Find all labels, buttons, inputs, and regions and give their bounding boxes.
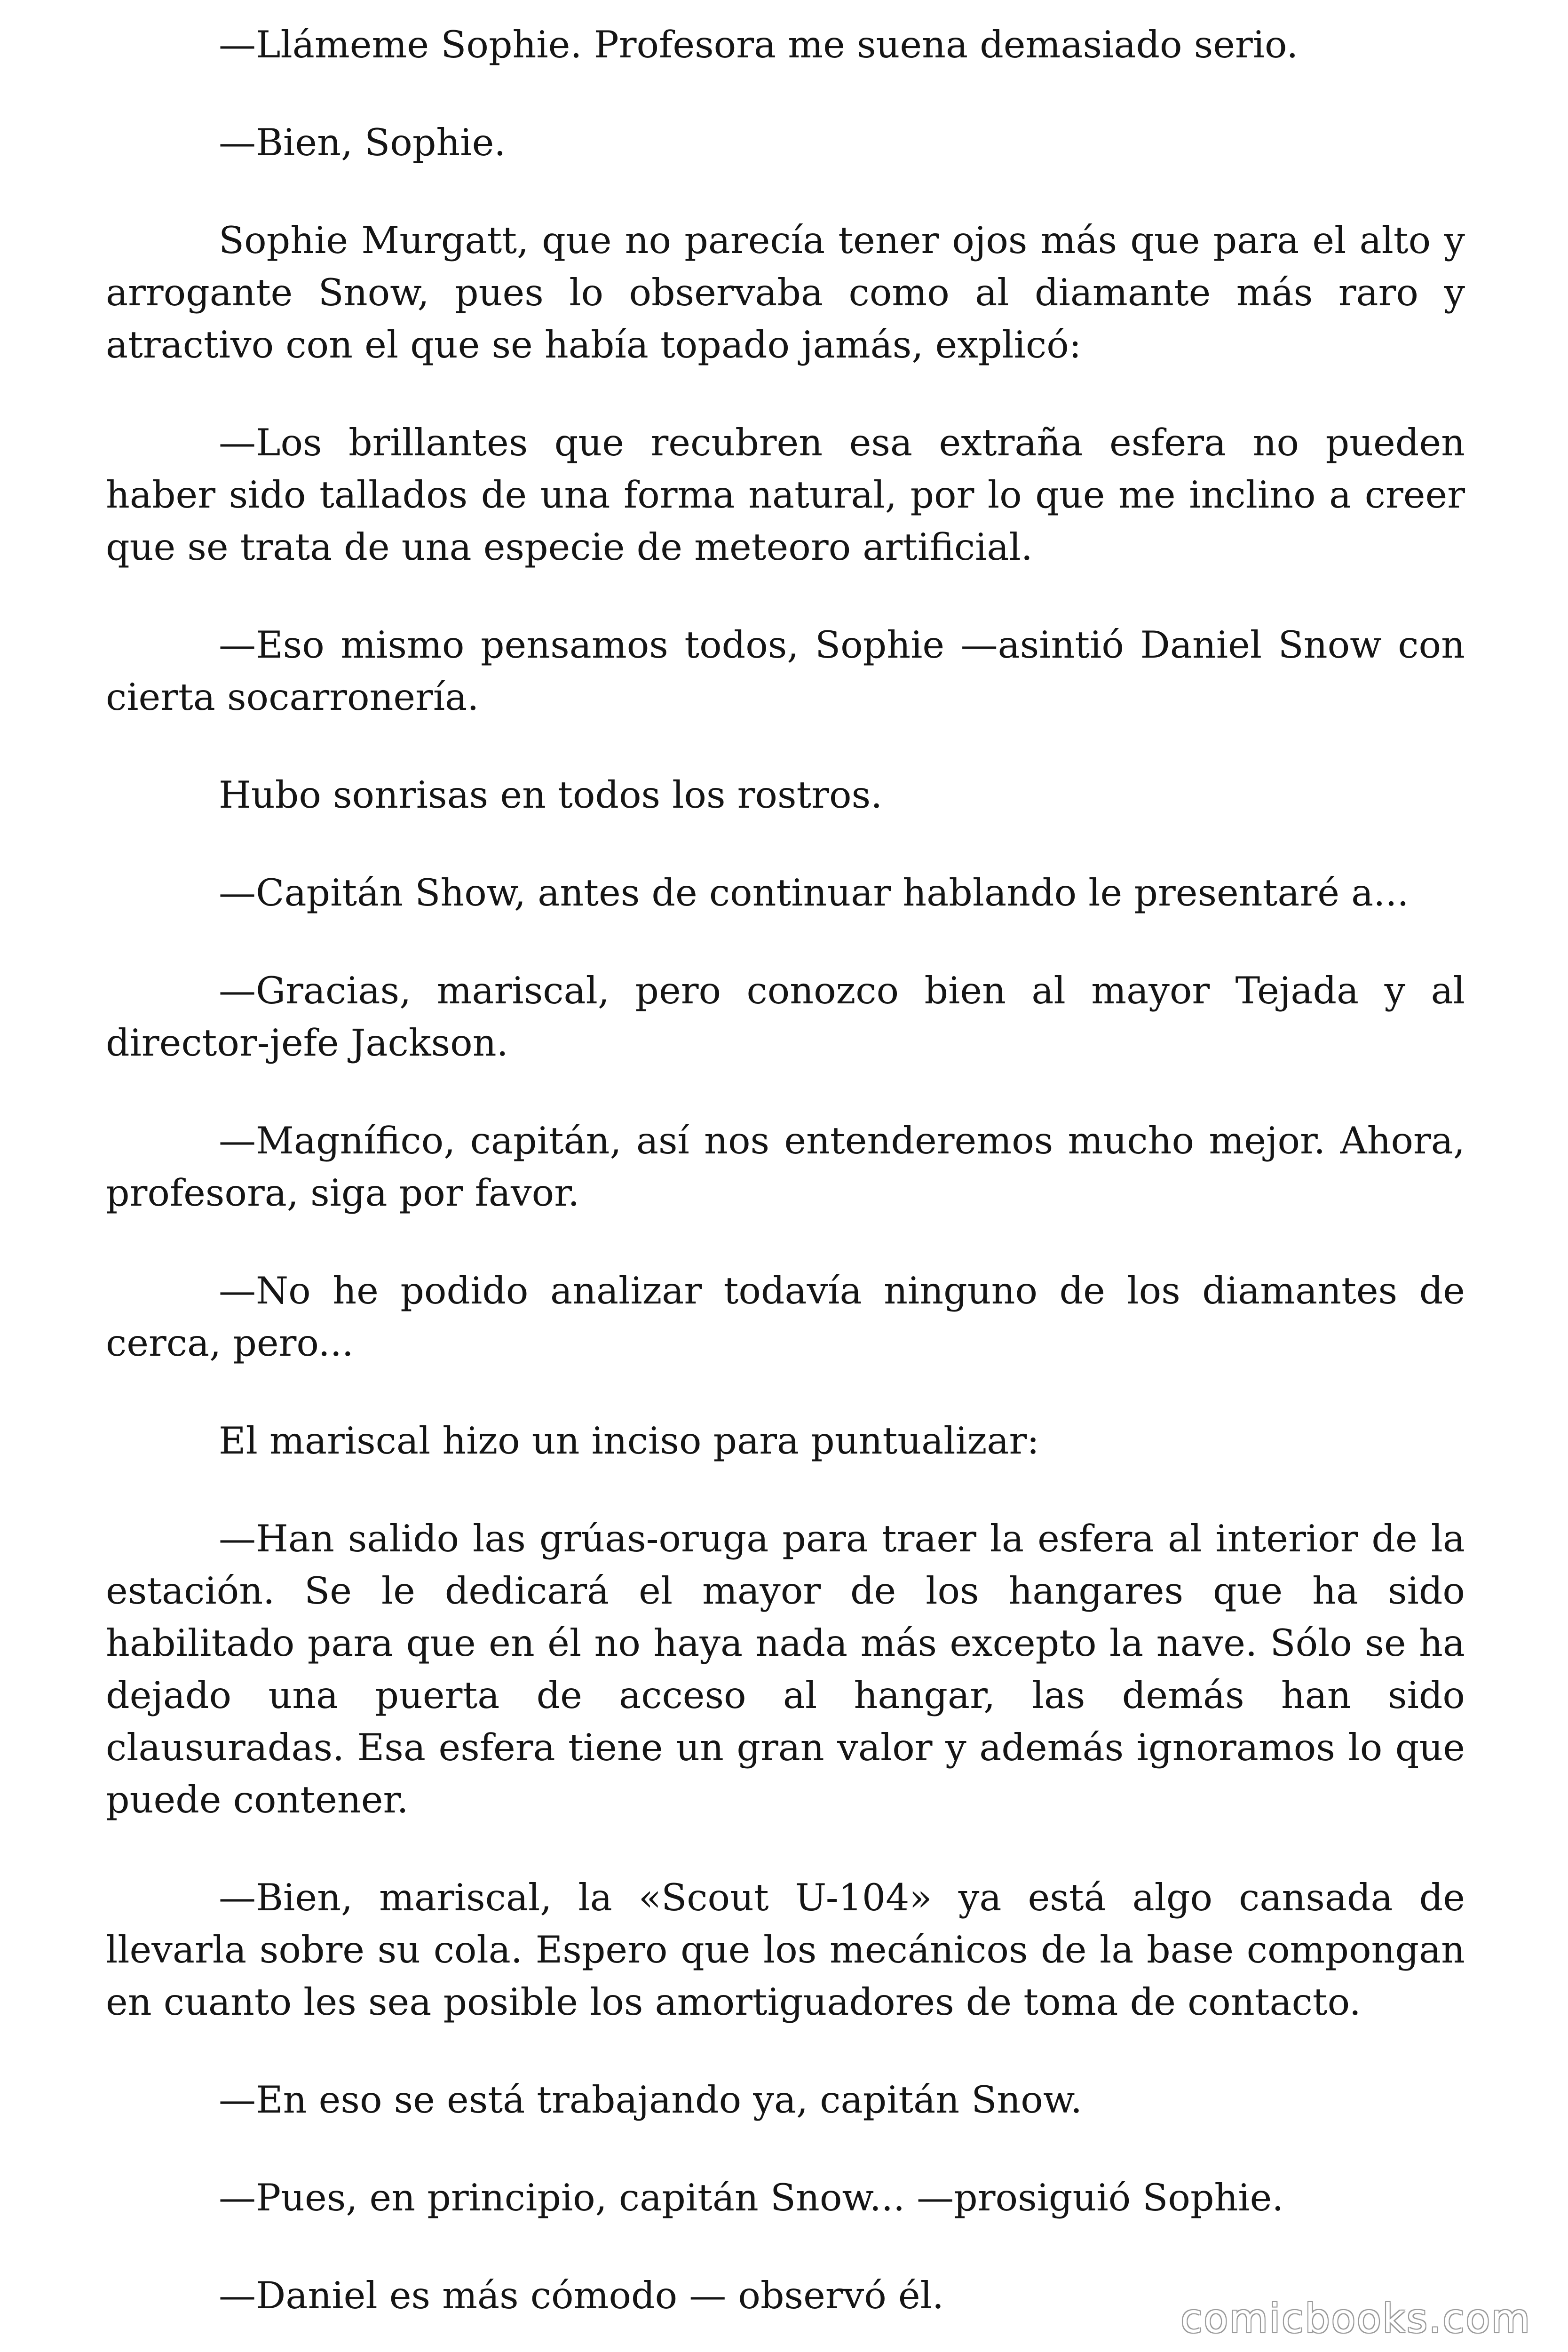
paragraph: —Eso mismo pensamos todos, Sophie —asintió Daniel Snow con cierta socarronería.: [106, 623, 1465, 719]
paragraph: Hubo sonrisas en todos los rostros.: [219, 773, 883, 817]
paragraph: —Llámeme Sophie. Profesora me suena demasiado serio.: [219, 23, 1299, 66]
book-page: [106, 19, 1465, 2352]
paragraph: —Bien, Sophie.: [219, 121, 506, 164]
paragraph: —Daniel es más cómodo — observó él.: [219, 2274, 944, 2317]
watermark: comicbooks.com: [1180, 2296, 1531, 2342]
paragraph: —En eso se está trabajando ya, capitán Snow.: [219, 2078, 1083, 2122]
paragraph: —Gracias, mariscal, pero conozco bien al mayor Tejada y al director-jefe Jackson.: [106, 969, 1465, 1065]
paragraph: —Bien, mariscal, la «Scout U-104» ya está algo cansada de llevarla sobre su cola. Espero que los mecánicos de la base compongan en cuanto les sea posible los amortiguadores de toma de contacto.: [106, 1876, 1465, 2024]
paragraph: El mariscal hizo un inciso para puntualizar:: [219, 1419, 1039, 1462]
paragraph: —Han salido las grúas-oruga para traer la esfera al interior de la estación. Se le dedicará el mayor de los hangares que ha sido habilitado para que en él no haya nada más excepto la nave. Sólo se ha dejado una puerta de acceso al hangar, las demás han sido clausuradas. Esa esfera tiene un gran valor y además ignoramos lo que puede contener.: [106, 1517, 1465, 1821]
paragraph: —Capitán Show, antes de continuar hablando le presentaré a...: [219, 871, 1409, 914]
paragraph: —Los brillantes que recubren esa extraña esfera no pueden haber sido tallados de una forma natural, por lo que me inclino a creer que se trata de una especie de meteoro artificial.: [106, 421, 1465, 569]
paragraph: —Pues, en principio, capitán Snow... —prosiguió Sophie.: [219, 2176, 1284, 2219]
paragraph: —No he podido analizar todavía ninguno de los diamantes de cerca, pero...: [106, 1269, 1465, 1365]
paragraph: Sophie Murgatt, que no parecía tener ojos más que para el alto y arrogante Snow, pues lo observaba como al diamante más raro y atractivo con el que se había topado jamás, explicó:: [106, 219, 1465, 366]
paragraph: —Magnífico, capitán, así nos entenderemos mucho mejor. Ahora, profesora, siga por favor.: [106, 1119, 1465, 1215]
